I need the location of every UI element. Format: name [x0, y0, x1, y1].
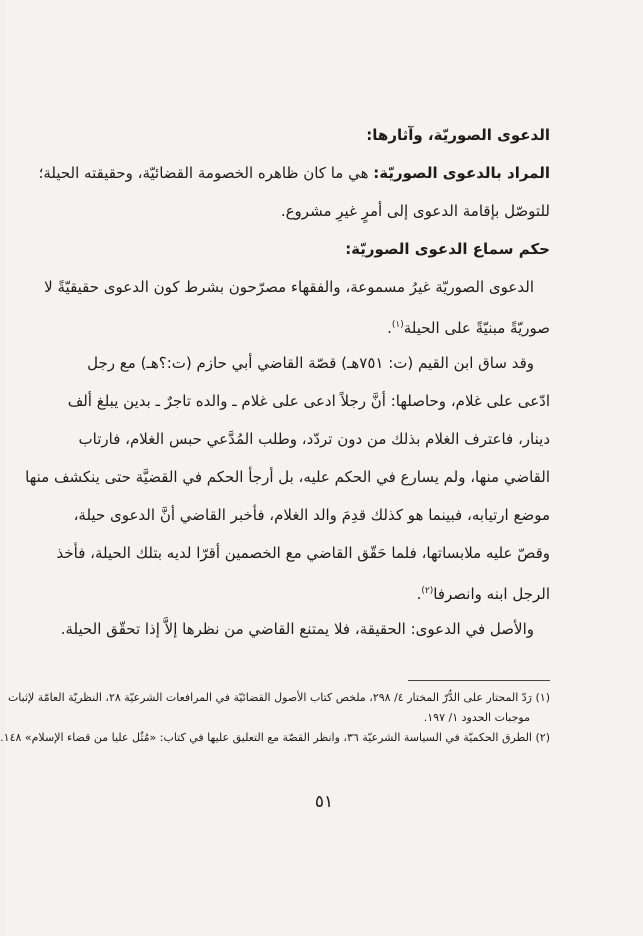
page-number: ٥١	[314, 792, 334, 812]
definition-label: المراد بالدعوى الصوريّة:	[373, 164, 550, 182]
footnote-1-continued: موجبات الحدود ١/ ١٩٧.	[423, 711, 530, 724]
paragraph-line: وقد ساق ابن القيم (ت: ٧٥١هـ) قصّة القاضي أبي حازم (ت:؟هـ) مع رجل	[87, 354, 534, 372]
paragraph-text: صوريّةً مبنيّةً على الحيلة	[403, 319, 550, 337]
footnote-divider	[408, 680, 550, 681]
paragraph-line: القاضي منها، ولم يسارع في الحكم عليه، بل أرجأ الحكم في القضيَّة حتى ينكشف منها	[25, 468, 550, 486]
paragraph-line: ادّعى على غلام، وحاصلها: أنَّ رجلاً ادعى على غلام ـ والده تاجرٌ ـ بدين يبلغ ألف	[67, 392, 550, 410]
paragraph-line: وقصّ عليه ملابساتها، فلما حَقّق القاضي مع الخصمين أقرّا لديه بتلك الحيلة، فأخذ	[56, 544, 550, 562]
paragraph-line	[95, 572, 550, 610]
footnote-1: (١) رَدّ المحتار على الدُّرّ المختار ٤/ ٢٩٨، ملخص كتاب الأصول القضائيّة في المرافعات الشرعيّة ٢٨، النظريّة العامّة لإثبات	[7, 691, 550, 704]
section-heading: الدعوى الصوريّة، وآثارها:	[366, 126, 550, 144]
punctuation: .	[387, 319, 392, 337]
subsection-heading: حكم سماع الدعوى الصوريّة:	[345, 240, 550, 258]
punctuation: .	[416, 585, 422, 603]
definition-line-continued: للتوصّل بإقامة الدعوى إلى أمرٍ غيرِ مشروع.	[280, 202, 550, 220]
paragraph-line	[95, 306, 550, 344]
paragraph-line: الدعوى الصوريّة غيرُ مسموعة، والفقهاء مصرّحون بشرط كون الدعوى حقيقيّةً لا	[44, 278, 534, 296]
footnote-ref-1[interactable]: (١)	[391, 320, 404, 330]
definition-line	[38, 154, 550, 192]
paragraph-line: موضع ارتيابه، فبينما هو كذلك قدِمَ والد الغلام، فأخبر القاضي أنَّ الدعوى حيلة،	[73, 506, 550, 524]
footnote-2: (٢) الطرق الحكميّة في السياسة الشرعيّة ٣٦، وانظر القصّة مع التعليق عليها في كتاب: «مُثُل عليا من قضاء الإسلام» ١٤٨.	[0, 731, 550, 744]
footnotes	[0, 688, 550, 748]
main-text	[25, 116, 550, 648]
footnote-ref-2[interactable]: (٢)	[421, 586, 434, 596]
paragraph-line: والأصل في الدعوى: الحقيقة، فلا يمتنع القاضي من نظرها إلاَّ إذا تحقّق الحيلة.	[60, 620, 534, 638]
definition-text: هي ما كان ظاهره الخصومة القضائيّة، وحقيقته الحيلة؛	[38, 164, 374, 182]
paragraph-text: الرجل ابنه وانصرفا	[433, 585, 550, 603]
paragraph-line: دينار، فاعترف الغلام بذلك من دون تردّد، وطلب المُدَّعي حبس الغلام، فارتاب	[78, 430, 550, 448]
